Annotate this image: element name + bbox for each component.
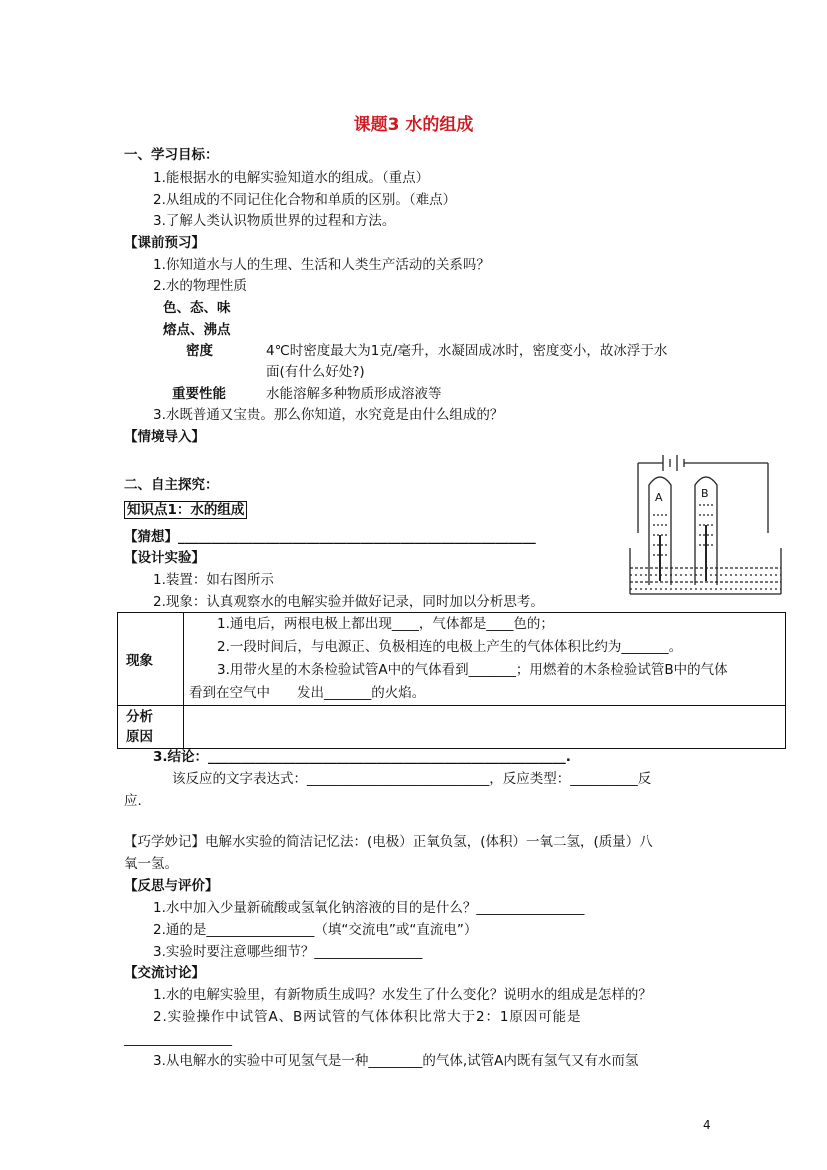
tube-a-label: A: [655, 491, 663, 504]
phenomenon-line: 2.现象：认真观察水的电解实验并做好记录，同时加以分析思考。: [153, 594, 544, 610]
explore-heading: 二、自主探究：: [124, 477, 219, 493]
tube-b-label: B: [701, 487, 709, 500]
phenomenon-content-cell: [184, 613, 786, 706]
knowledge-point-1-label: 知识点1：水的组成: [124, 501, 247, 519]
word-equation-line: 该反应的文字表达式：___________________________，反应类型：__________反: [172, 771, 652, 787]
property-text: 水能溶解多种物质形成溶液等: [266, 386, 442, 402]
density-label: 密度: [186, 343, 213, 359]
preview-question: 3.水既普通又宝贵。那么你知道，水究竟是由什么组成的？: [153, 407, 504, 423]
color-label: 色、态、味: [163, 300, 231, 316]
memory-tip-line: 【巧学妙记】电解水实验的简洁记忆法：(电极）正氧负氢，(体积）一氧二氢，(质量）八: [124, 834, 653, 850]
objectives-heading: 一、学习目标：: [124, 147, 219, 163]
knowledge-point-1: [124, 500, 247, 520]
discussion-question: 1.水的电解实验里，有新物质生成吗？水发生了什么变化？说明水的组成是怎样的？: [153, 987, 652, 1003]
reflection-item: 1.水中加入少量新硫酸或氢氧化钠溶液的目的是什么？________________: [153, 900, 585, 916]
page-number: 4: [703, 1118, 711, 1132]
analysis-content-cell[interactable]: [184, 706, 786, 749]
device-line: 1.装置：如右图所示: [153, 572, 274, 588]
discussion-question: 3.从电解水的实验中可见氢气是一种________的气体,试管A内既有氢气又有水而氢: [153, 1053, 639, 1069]
conclusion-line: [153, 747, 571, 767]
discussion-answer-blank: ________________: [124, 1031, 232, 1047]
design-heading: 【设计实验】: [124, 550, 205, 566]
word-equation-line-end: 应.: [124, 793, 142, 809]
reflection-item: 2.通的是________________（填“交流电”或“直流电”）: [153, 922, 478, 938]
discussion-question: 2.实验操作中试管A、B两试管的气体体积比常大于2：1原因可能是: [153, 1009, 582, 1025]
analysis-label: 原因: [126, 729, 153, 745]
discussion-heading: 【交流讨论】: [124, 965, 205, 981]
reflection-item: 3.实验时要注意哪些细节？________________: [153, 944, 423, 960]
electrolysis-apparatus-diagram: [627, 455, 784, 597]
analysis-label: 分析: [126, 709, 153, 725]
table-line: 2.一段时间后，与电源正、负极相连的电极上产生的气体体积比约为_______。: [217, 639, 683, 655]
phenomenon-label-cell: [118, 613, 184, 706]
page-title: 课题3 水的组成: [353, 115, 474, 135]
objective-item: 1.能根据水的电解实验知道水的组成。（重点）: [153, 170, 430, 186]
guess-line: 【猜想】_____________________________________________________: [124, 529, 536, 545]
analysis-label-cell: [118, 706, 184, 749]
objective-item: 3.了解人类认识物质世界的过程和方法。: [153, 213, 396, 229]
table-line: 3.用带火星的木条检验试管A中的气体看到_______；用燃着的木条检验试管B中的气体: [217, 662, 728, 678]
table-line: 看到在空气中 发出_______的火焰。: [189, 685, 426, 701]
preview-question: 1.你知道水与人的生理、生活和人类生产活动的关系吗？: [153, 257, 490, 273]
table-line: 1.通电后，两根电极上都出现____，气体都是____色的；: [217, 616, 554, 632]
conclusion-text: 3.结论：_____________________________________________________.: [153, 749, 571, 765]
objective-item: 2.从组成的不同记住化合物和单质的区别。（难点）: [153, 192, 457, 208]
table-row: [118, 613, 786, 706]
table-row: [118, 706, 786, 749]
melting-point-label: 熔点、沸点: [163, 322, 231, 338]
preview-heading: 【课前预习】: [124, 235, 205, 251]
property-label: 重要性能: [172, 386, 226, 402]
preview-question: 2.水的物理性质: [153, 278, 247, 294]
reflection-heading: 【反思与评价】: [124, 878, 219, 894]
memory-tip-line: 氧一氢。: [124, 856, 178, 872]
density-text: 面(有什么好处?): [266, 364, 365, 380]
observation-table: [117, 612, 786, 749]
intro-heading: 【情境导入】: [124, 429, 205, 445]
phenomenon-label: 现象: [126, 653, 153, 669]
density-text: 4℃时密度最大为1克/毫升，水凝固成冰时，密度变小，故冰浮于水: [266, 343, 668, 359]
